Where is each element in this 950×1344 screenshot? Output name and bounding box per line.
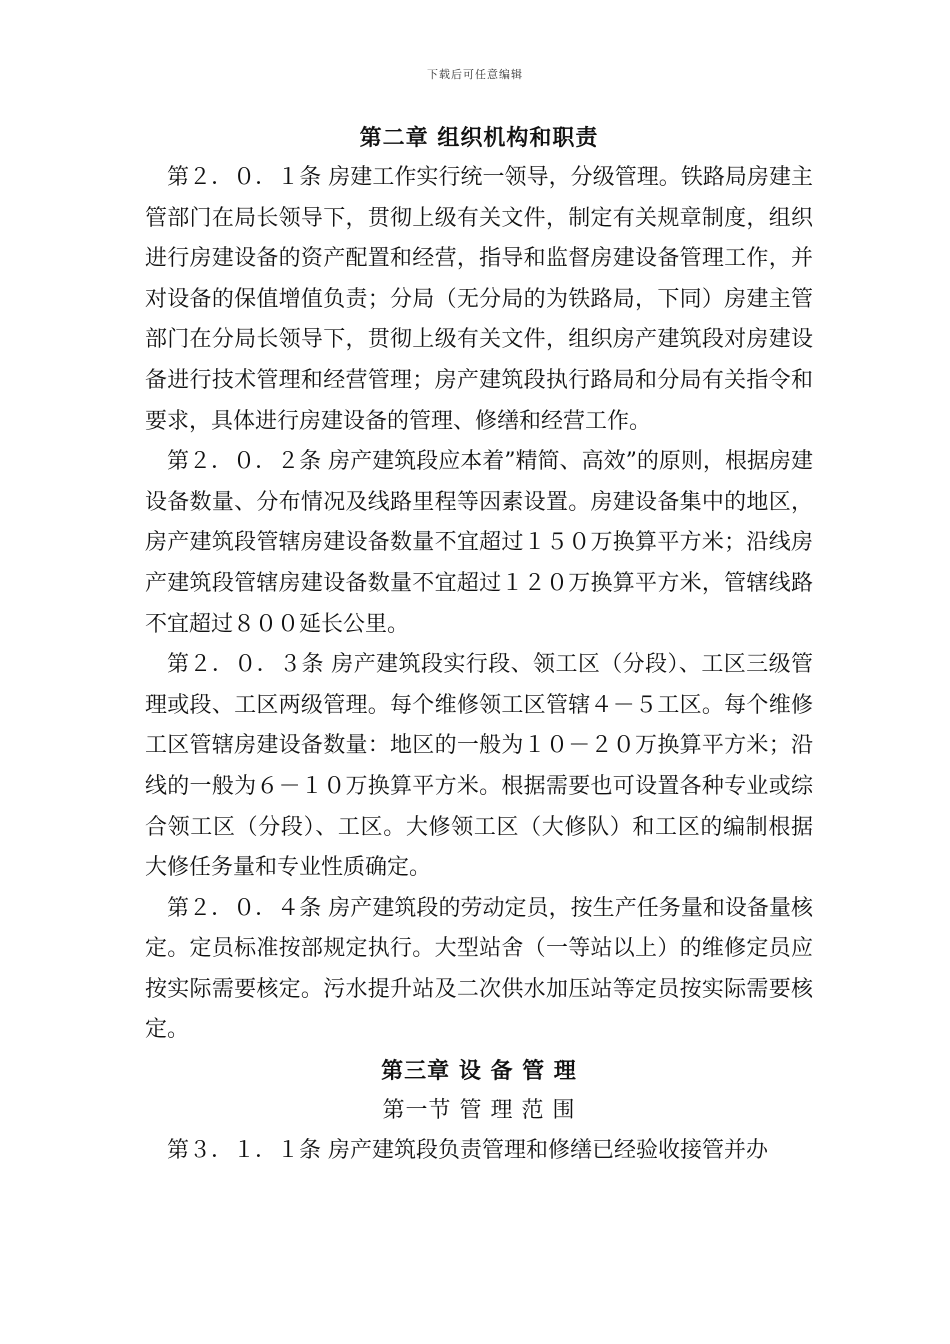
header-note: 下载后可任意编辑: [427, 68, 523, 81]
section-1-title: 第一节 管 理 范 围: [382, 1098, 576, 1124]
chapter-3-title: 第三章 设 备 管 理: [381, 1058, 577, 1085]
chapter-2-title: 第二章 组织机构和职责: [359, 125, 599, 151]
article-2-0-2: 第２．０．２条 房产建筑段应本着”精简、高效”的原则，根据房建设备数量、分布情况及线路里程等因素设置。房建设备集中的地区，房产建筑段管辖房建设备数量不宜超过１５０万换算平方米；沿线房产建筑段管辖房建设备数量不宜超过１２０万换算平方米，管辖线路不宜超过８００延长公里。: [145, 449, 813, 637]
article-3-1-1: 第３．１．１条 房产建筑段负责管理和修缮已经验收接管并办: [167, 1138, 768, 1164]
document-body: [145, 118, 813, 1172]
article-2-0-3: 第２．０．３条 房产建筑段实行段、领工区（分段）、工区三级管理或段、工区两级管理。每个维修领工区管辖４－５工区。每个维修工区管辖房建设备数量：地区的一般为１０－２０万换算平方米；沿线的一般为６－１０万换算平方米。根据需要也可设置各种专业或综合领工区（分段）、工区。大修领工区（大修队）和工区的编制根据大修任务量和专业性质确定。: [145, 652, 813, 881]
article-2-0-4: 第２．０．４条 房产建筑段的劳动定员，按生产任务量和设备量核定。定员标准按部规定执行。大型站舍（一等站以上）的维修定员应按实际需要核定。污水提升站及二次供水加压站等定员按实际需要核定。: [145, 895, 813, 1043]
article-2-0-1: 第２．０．１条 房建工作实行统一领导，分级管理。铁路局房建主管部门在局长领导下，贯彻上级有关文件，制定有关规章制度，组织进行房建设备的资产配置和经营，指导和监督房建设备管理工作，并对设备的保值增值负责；分局（无分局的为铁路局，下同）房建主管部门在分局长领导下，贯彻上级有关文件，组织房产建筑段对房建设备进行技术管理和经营管理；房产建筑段执行路局和分局有关指令和要求，具体进行房建设备的管理、修缮和经营工作。: [145, 165, 813, 434]
